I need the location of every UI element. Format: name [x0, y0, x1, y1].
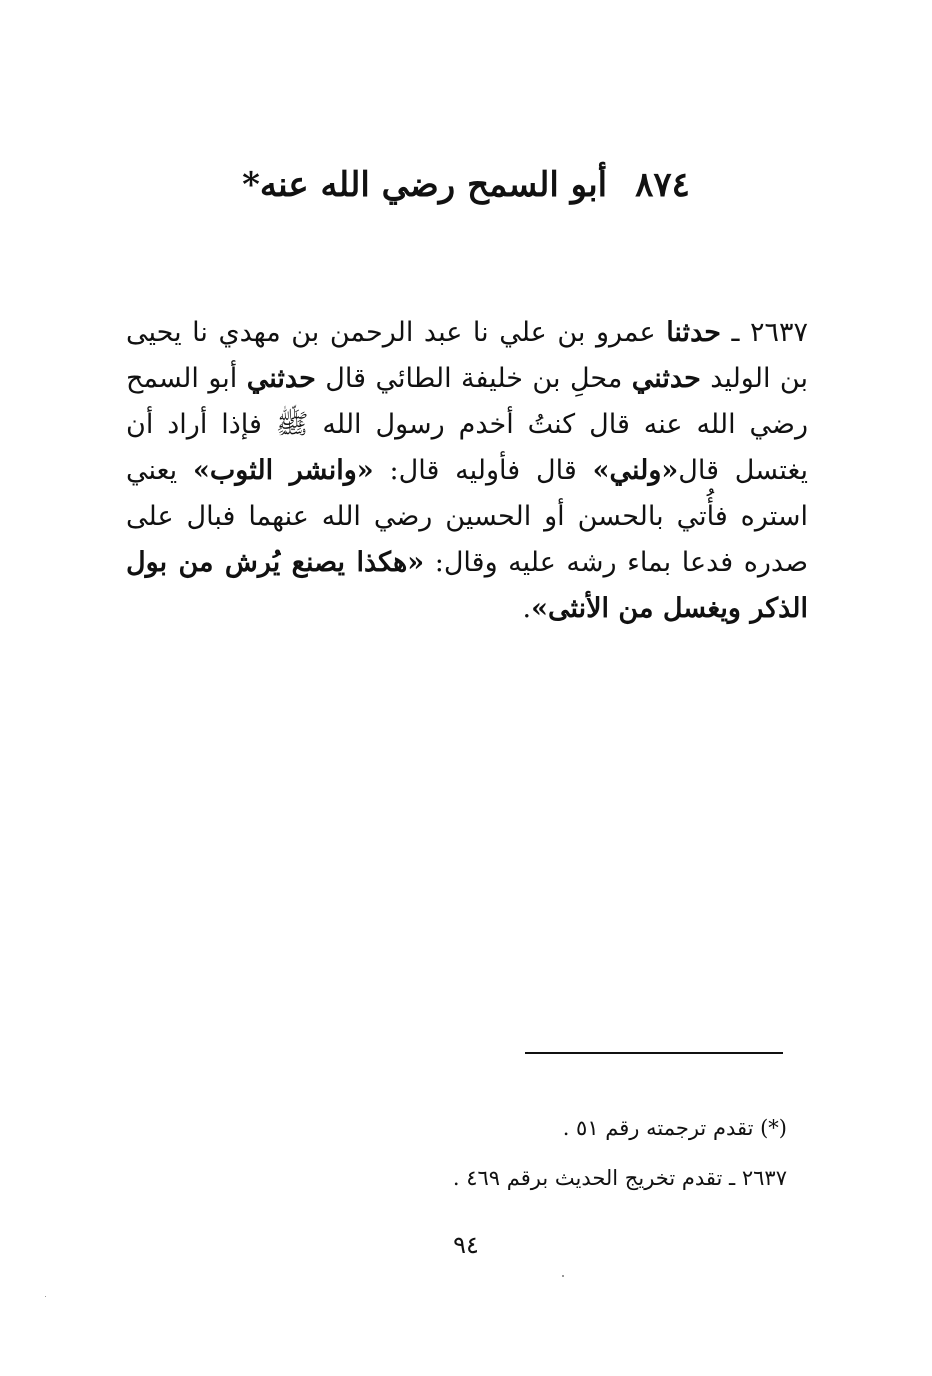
prophetic-quote: «وانشر الثوب»: [193, 455, 374, 486]
narration-chain-text: محلِ بن خليفة الطائي قال: [315, 363, 632, 394]
scan-speck: [45, 1296, 46, 1297]
chapter-number: ٨٧٤: [635, 165, 690, 205]
footnote-translation: (*) تقدم ترجمته رقم ٥١ .: [562, 1116, 787, 1140]
footnote-separator: [525, 1052, 783, 1054]
prophetic-quote: «هكذا يصنع يُرش من بول الذكر ويغسل من الأنثى»: [126, 547, 808, 624]
narration-chain-text: عمرو بن علي نا عبد الرحمن بن مهدي نا يحيى بن الوليد: [126, 317, 808, 394]
hadith-end: .: [522, 593, 532, 624]
chapter-heading: [0, 160, 932, 210]
hadith-text: قال فأوليه قال:: [373, 455, 593, 486]
chapter-title: أبو السمح رضي الله عنه*: [242, 165, 608, 205]
narration-term: حدثني: [631, 363, 701, 394]
footnote-takhrij: ٢٦٣٧ ـ تقدم تخريج الحديث برقم ٤٦٩ .: [452, 1166, 787, 1190]
page-number: ٩٤: [453, 1231, 479, 1259]
hadith-text: يعني استره فأُتي بالحسن أو الحسين رضي الله عنهما فبال على صدره فدعا بماء رشه عليه وقال:: [126, 455, 808, 578]
narration-term: حدثني: [246, 363, 316, 394]
hadith-paragraph: [126, 310, 808, 632]
hadith-number: ٢٦٣٧ ـ: [720, 317, 809, 348]
narration-term: حدثنا: [666, 317, 721, 348]
prophetic-quote: «ولني»: [592, 455, 679, 486]
scan-speck: [562, 1275, 564, 1277]
hadith-text: أبو السمح رضي الله عنه قال كنتُ أخدم رسول الله ﷺ فإذا أراد أن يغتسل قال: [126, 363, 809, 486]
